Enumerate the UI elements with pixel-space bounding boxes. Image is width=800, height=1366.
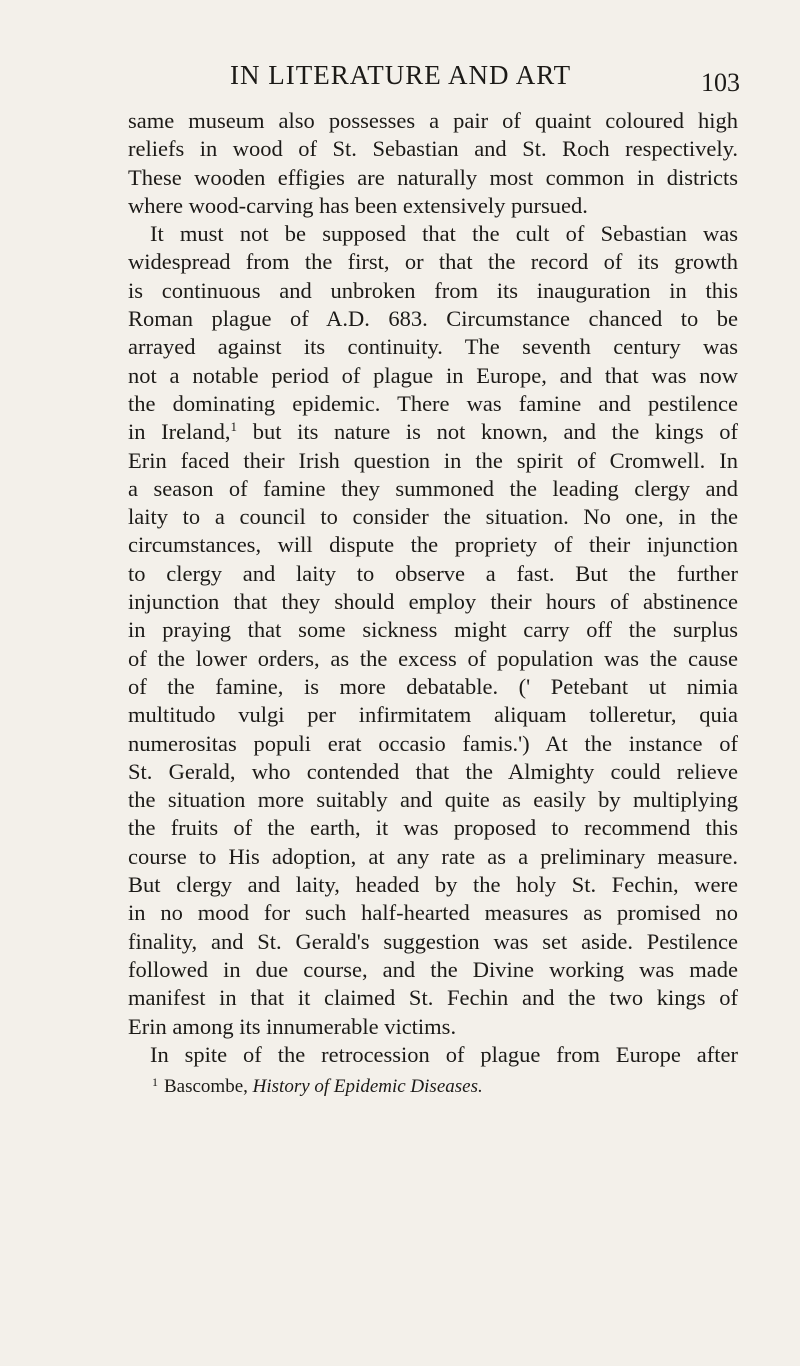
body-text [128,107,738,1100]
text-line: in praying that some sickness might carry off the surplus [128,617,738,643]
text-line: the fruits of the earth, it was proposed to recommend this [128,815,738,841]
text-line: of the famine, is more debatable. (' Petebant ut nimia [128,673,738,699]
text-line: manifest in that it claimed St. Fechin and the two kings of [128,985,738,1011]
text-line: followed in due course, and the Divine working was made [128,956,738,982]
text-line: course to His adoption, at any rate as a preliminary measure. [128,843,738,869]
text-line: numerositas populi erat occasio famis.') At the instance of [128,730,738,756]
text-line: circumstances, will dispute the propriety of their injunction [128,532,738,558]
running-title: IN LITERATURE AND ART [230,60,572,90]
paragraph-start-line: It must not be supposed that the cult of Sebastian was [150,221,738,247]
text-line: Roman plague of A.D. 683. Circumstance chanced to be [128,306,738,332]
footnote-author: Bascombe, [164,1076,253,1098]
text-line: reliefs in wood of St. Sebastian and St. Roch respectively. [128,136,738,162]
text-line: the situation more suitably and quite as easily by multiplying [128,787,738,813]
text-fragment: in Ireland, [128,419,231,445]
text-line: injunction that they should employ their hours of abstinence [128,589,738,615]
text-line: to clergy and laity to observe a fast. But the further [128,560,738,586]
text-line-with-footnote [128,418,738,446]
text-line: These wooden effigies are naturally most common in districts [128,164,738,190]
footnote-mark: 1 [152,1075,158,1090]
footnote-reference: 1 [230,419,238,435]
text-line: a season of famine they summoned the leading clergy and [128,475,738,501]
text-line: of the lower orders, as the excess of population was the cause [128,645,738,671]
paragraph-start-line: In spite of the retrocession of plague from Europe after [150,1041,738,1067]
text-line: multitudo vulgi per infirmitatem aliquam tolleretur, quia [128,702,738,728]
text-line: Erin among its innumerable victims. [128,1013,457,1039]
text-line: Erin faced their Irish question in the spirit of Cromwell. In [128,447,738,473]
text-line: arrayed against its continuity. The seventh century was [128,334,738,360]
text-line: St. Gerald, who contended that the Almighty could relieve [128,758,738,784]
text-line: widespread from the first, or that the record of its growth [128,249,738,275]
text-line: is continuous and unbroken from its inauguration in this [128,277,738,303]
page-header [130,60,740,96]
page-number: 103 [701,68,740,97]
text-line: But clergy and laity, headed by the holy St. Fechin, were [128,872,738,898]
text-line: where wood-carving has been extensively pursued. [128,192,588,218]
text-line: laity to a council to consider the situation. No one, in the [128,504,738,530]
text-line: in no mood for such half-hearted measures as promised no [128,900,738,926]
text-line: finality, and St. Gerald's suggestion was set aside. Pestilence [128,928,738,954]
text-fragment: but its nature is not known, and the kings of [252,419,739,445]
text-line: the dominating epidemic. There was famine and pestilence [128,390,738,416]
text-line: not a notable period of plague in Europe, and that was now [128,362,738,388]
text-line: same museum also possesses a pair of quaint coloured high [128,108,738,133]
footnote-source: History of Epidemic Diseases. [252,1076,483,1098]
footnote [128,1069,738,1100]
